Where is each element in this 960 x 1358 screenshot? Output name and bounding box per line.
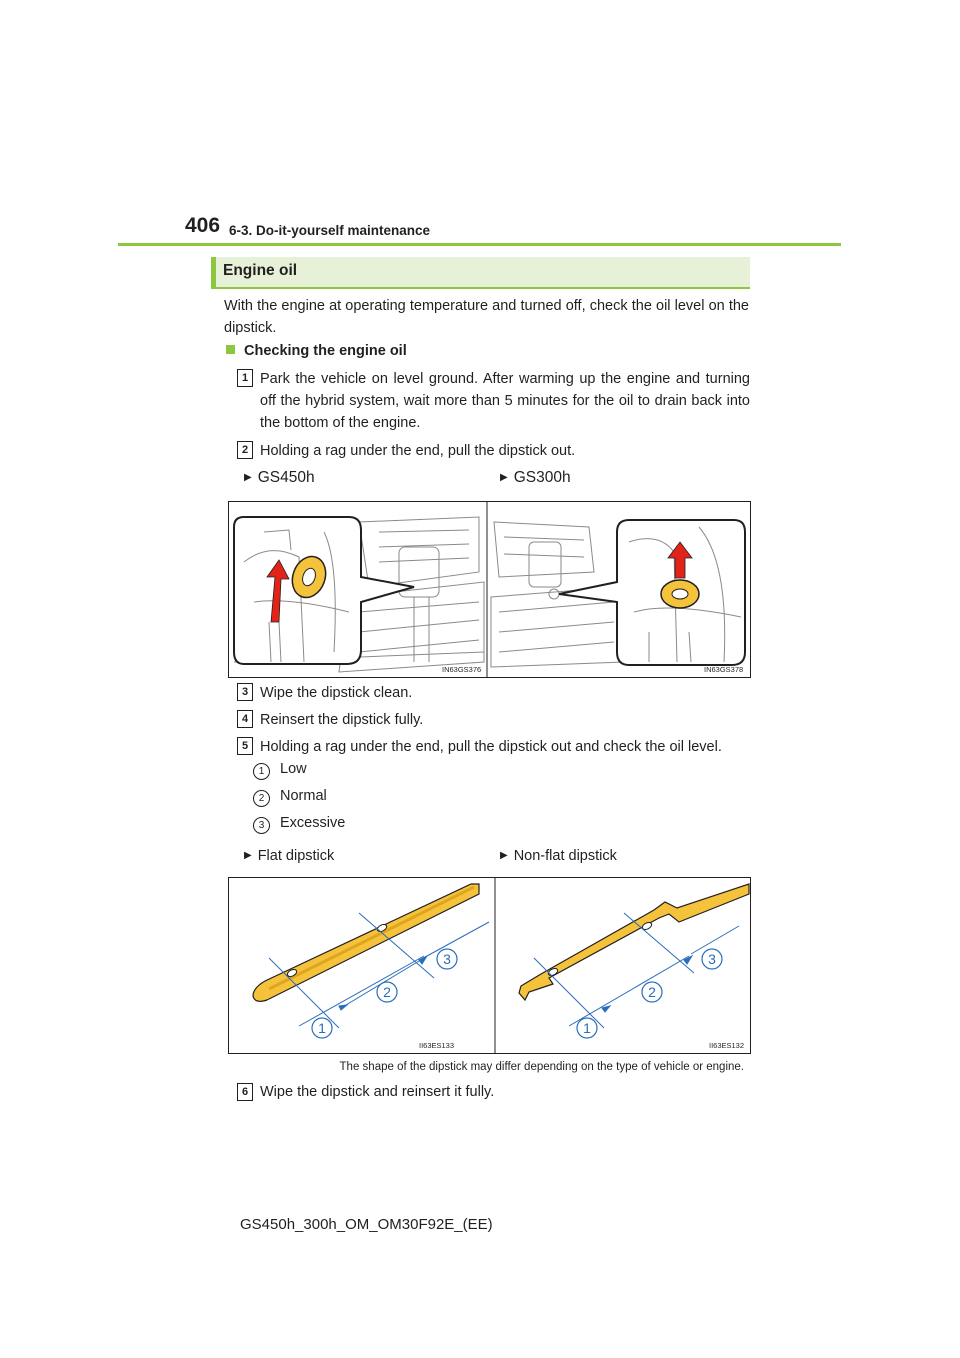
subhead: [226, 343, 407, 359]
dipstick-code-right: II63ES132: [709, 1041, 745, 1050]
callout-right-2: 2: [648, 984, 656, 1000]
level-number-2: 2: [253, 790, 270, 807]
engine-label-left: ▶ GS450h: [244, 469, 315, 486]
intro-paragraph: With the engine at operating temperature and turned off, check the oil level on the dipstick.: [224, 298, 749, 336]
step-badge-1: 1: [237, 369, 253, 387]
triangle-bullet-icon: ▶: [244, 850, 252, 861]
dipstick-code-left: II63ES133: [419, 1041, 455, 1050]
step-badge-4: 4: [237, 710, 253, 728]
dipstick-illustration-svg: [229, 878, 750, 1053]
engine-illustration: [228, 501, 751, 678]
step-text-3: Wipe the dipstick clean.: [260, 685, 413, 701]
page-number: 406: [185, 214, 221, 237]
triangle-bullet-icon: ▶: [244, 472, 252, 483]
step-text-6: Wipe the dipstick and reinsert it fully.: [260, 1084, 495, 1100]
section-title: 6-3. Do-it-yourself maintenance: [229, 223, 431, 238]
engine-code-left: IN63GS376: [442, 665, 482, 674]
header-rule: [118, 243, 841, 246]
level-number-3: 3: [253, 817, 270, 834]
level-label-normal: Normal: [280, 788, 327, 804]
level-label-excessive: Excessive: [280, 815, 346, 831]
engine-illustration-svg: [229, 502, 750, 677]
step-text-5: Holding a rag under the end, pull the dipstick out and check the oil level.: [260, 739, 722, 755]
square-bullet-icon: [226, 345, 235, 354]
triangle-bullet-icon: ▶: [500, 472, 508, 483]
step-text-4: Reinsert the dipstick fully.: [260, 712, 424, 728]
engine-label-right: ▶ GS300h: [500, 469, 571, 486]
dipstick-illustration: [228, 877, 751, 1054]
dipstick-label-left: ▶ Flat dipstick: [244, 848, 335, 864]
callout-left-2: 2: [383, 984, 391, 1000]
callout-right-1: 1: [583, 1020, 591, 1036]
dipstick-label-right: ▶ Non-flat dipstick: [500, 848, 617, 864]
topic-title: Engine oil: [223, 262, 298, 279]
callout-right-3: 3: [708, 951, 716, 967]
callout-left-1: 1: [318, 1020, 326, 1036]
callout-left-3: 3: [443, 951, 451, 967]
document-id: GS450h_300h_OM_OM30F92E_(EE): [240, 1216, 493, 1233]
figure-caption: The shape of the dipstick may differ depending on the type of vehicle or engine.: [339, 1061, 744, 1073]
topic-bar: [211, 257, 750, 289]
step-text-2: Holding a rag under the end, pull the dipstick out.: [260, 443, 576, 459]
step-badge-6: 6: [237, 1083, 253, 1101]
step-badge-2: 2: [237, 441, 253, 459]
level-label-low: Low: [280, 761, 307, 777]
step-text-1: Park the vehicle on level ground. After warming up the engine and turning off the hybrid system, wait more than 5 minutes for the oil to drain back into the bottom of the engine.: [260, 371, 750, 431]
subhead-text: Checking the engine oil: [244, 343, 407, 359]
level-number-1: 1: [253, 763, 270, 780]
step-badge-5: 5: [237, 737, 253, 755]
engine-code-right: IN63GS378: [704, 665, 744, 674]
triangle-bullet-icon: ▶: [500, 850, 508, 861]
step-badge-3: 3: [237, 683, 253, 701]
